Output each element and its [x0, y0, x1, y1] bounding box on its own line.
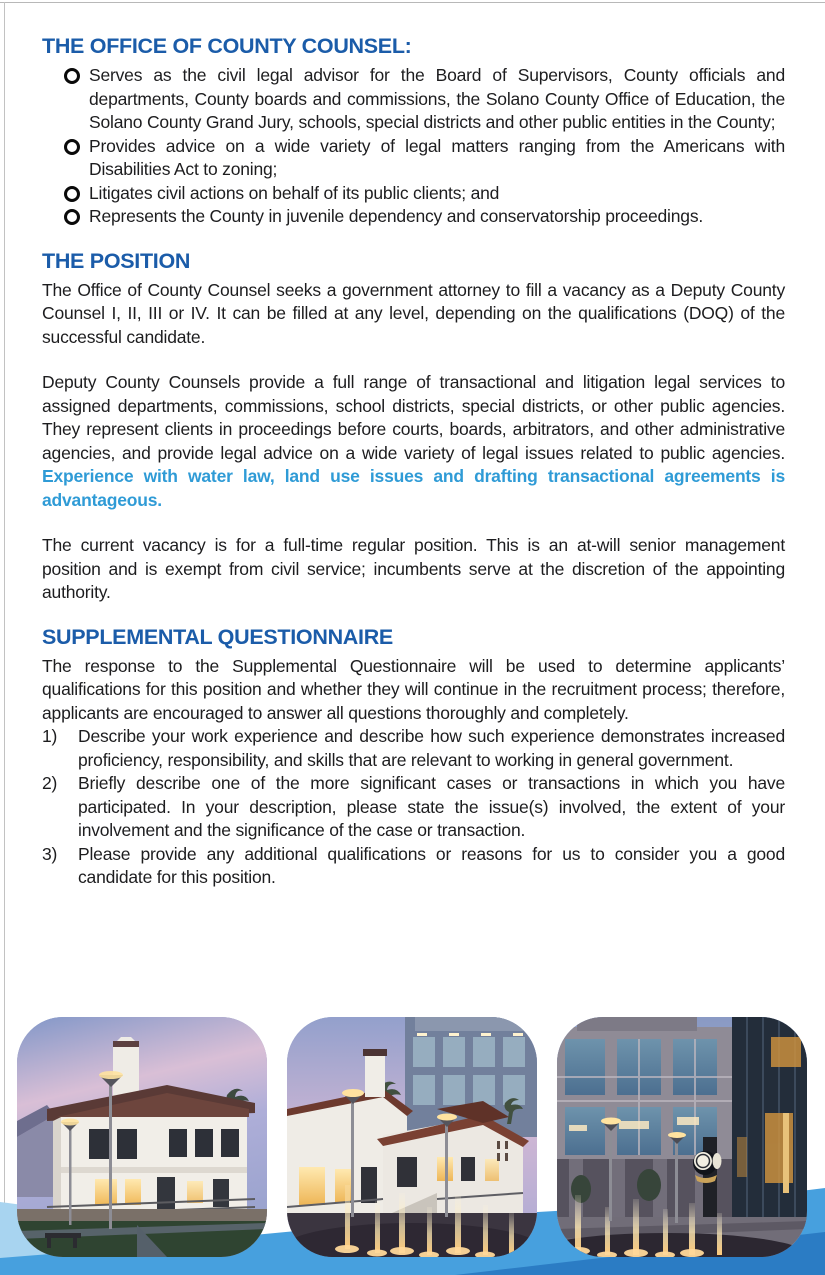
supplemental-question-list: [42, 725, 785, 890]
list-item: [64, 64, 785, 135]
photo-courtyard-fountains: [287, 1017, 537, 1257]
lawn: [17, 1221, 267, 1257]
question-text: Briefly describe one of the more significant cases or transactions in which you have participated. In your description, please state the issue(s) involved, the extent of your involvement and the significance of the case or transaction.: [78, 773, 785, 840]
photo-historic-building-art: [17, 1017, 267, 1257]
position-paragraph-1: The Office of County Counsel seeks a government attorney to fill a vacancy as a Deputy County Counsel I, II, III or IV. It can be filled at any level, depending on the qualifications (DOQ) of the successful candidate.: [42, 279, 785, 347]
ring-bullet-icon: [64, 139, 80, 155]
question-text: Describe your work experience and describe how such experience demonstrates increased proficiency, responsibility, and skills that are relevant to working in general government.: [78, 726, 785, 770]
photo-modern-building-art: [557, 1017, 807, 1257]
glass-atrium: [732, 1017, 807, 1227]
ring-bullet-icon: [64, 68, 80, 84]
ring-bullet-icon: [64, 209, 80, 225]
position-paragraph-2-text: Deputy County Counsels provide a full range of transactional and litigation legal services to assigned departments, commissions, school districts, special districts, or other public agencies. They represent clients in proceedings before courts, boards, arbitrators, and other administrative agencies, and provide legal advice on a wide variety of legal issues related to public agencies.: [42, 372, 785, 463]
supplemental-intro: The response to the Supplemental Questionnaire will be used to determine applicants’ qualifications for this position and whether they will continue in the recruitment process; therefore, applicants are encouraged to answer all questions thoroughly and completely.: [42, 655, 785, 723]
bullet-text: Represents the County in juvenile dependency and conservatorship proceedings.: [89, 206, 704, 226]
question-number: 3): [42, 843, 58, 864]
question-item: [42, 772, 785, 843]
list-item: [64, 205, 785, 229]
question-item: [42, 843, 785, 890]
photo-modern-building: [557, 1017, 807, 1257]
question-number: 2): [42, 773, 58, 793]
position-highlight-text: Experience with water law, land use issues and drafting transactional agreements is advantageous.: [42, 466, 785, 510]
list-item: [64, 135, 785, 182]
question-item: [42, 725, 785, 772]
position-paragraph-3: The current vacancy is for a full-time regular position. This is an at-will senior management position and is exempt from civil service; incumbents serve at the discretion of the appointing authority.: [42, 535, 785, 602]
list-item: [64, 182, 785, 206]
question-number: 1): [42, 726, 58, 746]
position-paragraph-2: [42, 371, 785, 512]
question-text: Please provide any additional qualifications or reasons for us to consider you a good candidate for this position.: [78, 843, 785, 887]
ring-bullet-icon: [64, 186, 80, 202]
photo-historic-building: [17, 1017, 267, 1257]
office-bullet-list: [42, 64, 785, 229]
bullet-text: Provides advice on a wide variety of legal matters ranging from the Americans with Disabilities Act to zoning;: [89, 135, 785, 179]
office-of-county-counsel-heading: THE OFFICE OF COUNTY COUNSEL:: [42, 34, 412, 58]
bullet-text: Litigates civil actions on behalf of its public clients; and: [89, 182, 500, 203]
position-heading: THE POSITION: [42, 248, 191, 273]
photo-courtyard-art: [287, 1017, 537, 1257]
supplemental-questionnaire-heading: SUPPLEMENTAL QUESTIONNAIRE: [42, 624, 393, 649]
bullet-text: Serves as the civil legal advisor for the Board of Supervisors, County officials and departments, County boards and commissions, the Solano County Office of Education, the Solano County Grand Jury, schools, special districts and other public entities in the County;: [89, 65, 785, 132]
